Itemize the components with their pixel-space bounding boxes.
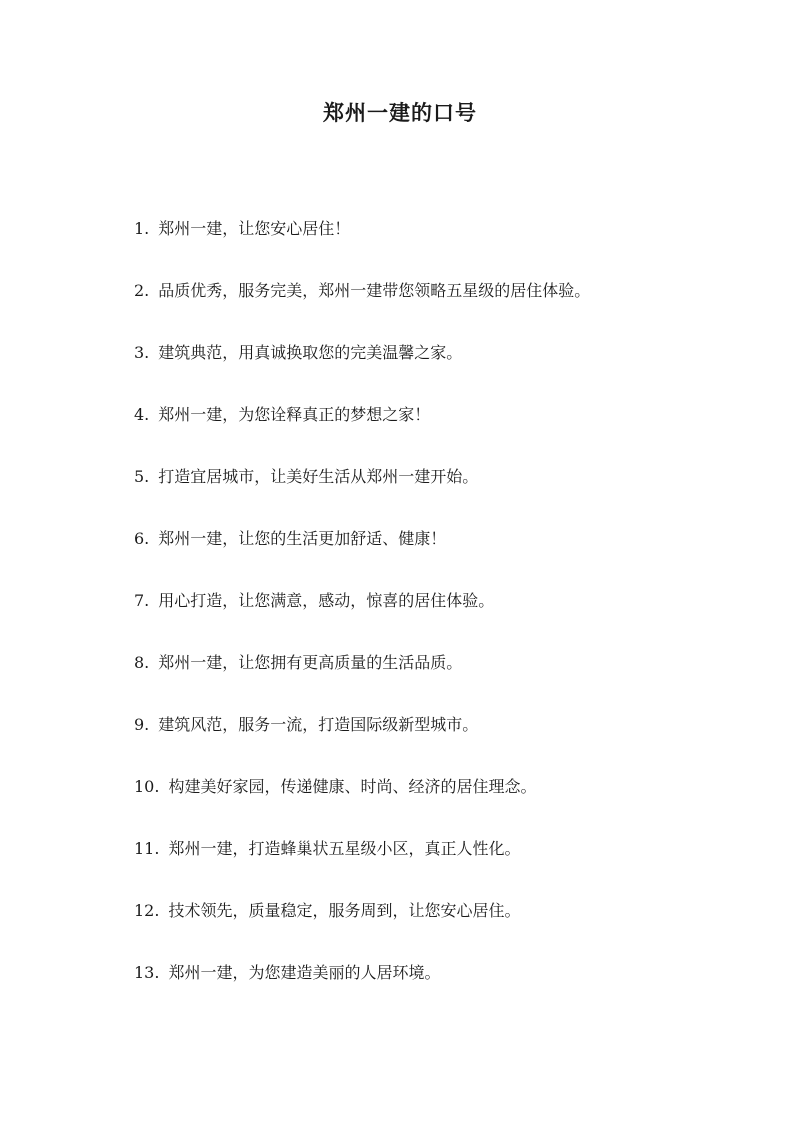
item-text: 建筑典范，用真诚换取您的完美温馨之家。 [158,343,463,362]
list-item [134,960,754,1022]
item-number: 6. [134,529,150,548]
list-item [134,588,754,650]
list-item [134,774,754,836]
item-text: 郑州一建，让您的生活更加舒适、健康！ [158,529,447,548]
item-text: 郑州一建，为您诠释真正的梦想之家！ [158,405,431,424]
list-item [134,898,754,960]
list-item [134,836,754,898]
item-number: 11. [134,839,160,858]
item-number: 5. [134,467,150,486]
item-text: 品质优秀，服务完美，郑州一建带您领略五星级的居住体验。 [158,281,591,300]
item-number: 7. [134,591,150,610]
item-text: 郑州一建，为您建造美丽的人居环境。 [168,963,441,982]
item-number: 13. [134,963,160,982]
item-text: 用心打造，让您满意，感动，惊喜的居住体验。 [158,591,495,610]
item-number: 8. [134,653,150,672]
item-number: 2. [134,281,150,300]
list-item [134,712,754,774]
list-item [134,340,754,402]
item-text: 打造宜居城市，让美好生活从郑州一建开始。 [158,467,479,486]
item-text: 郑州一建，让您安心居住！ [158,219,351,238]
list-item [134,216,754,278]
list-item [134,464,754,526]
item-text: 建筑风范，服务一流，打造国际级新型城市。 [158,715,479,734]
item-number: 4. [134,405,150,424]
item-number: 9. [134,715,150,734]
document-title: 郑州一建的口号 [323,100,477,125]
item-number: 3. [134,343,150,362]
list-item [134,402,754,464]
item-text: 构建美好家园，传递健康、时尚、经济的居住理念。 [168,777,537,796]
list-item [134,650,754,712]
item-number: 1. [134,219,150,238]
list-item [134,278,754,340]
item-text: 技术领先，质量稳定，服务周到，让您安心居住。 [168,901,521,920]
slogan-list [134,216,754,1022]
item-number: 12. [134,901,160,920]
item-text: 郑州一建，让您拥有更高质量的生活品质。 [158,653,463,672]
item-number: 10. [134,777,160,796]
list-item [134,526,754,588]
item-text: 郑州一建，打造蜂巢状五星级小区，真正人性化。 [168,839,521,858]
